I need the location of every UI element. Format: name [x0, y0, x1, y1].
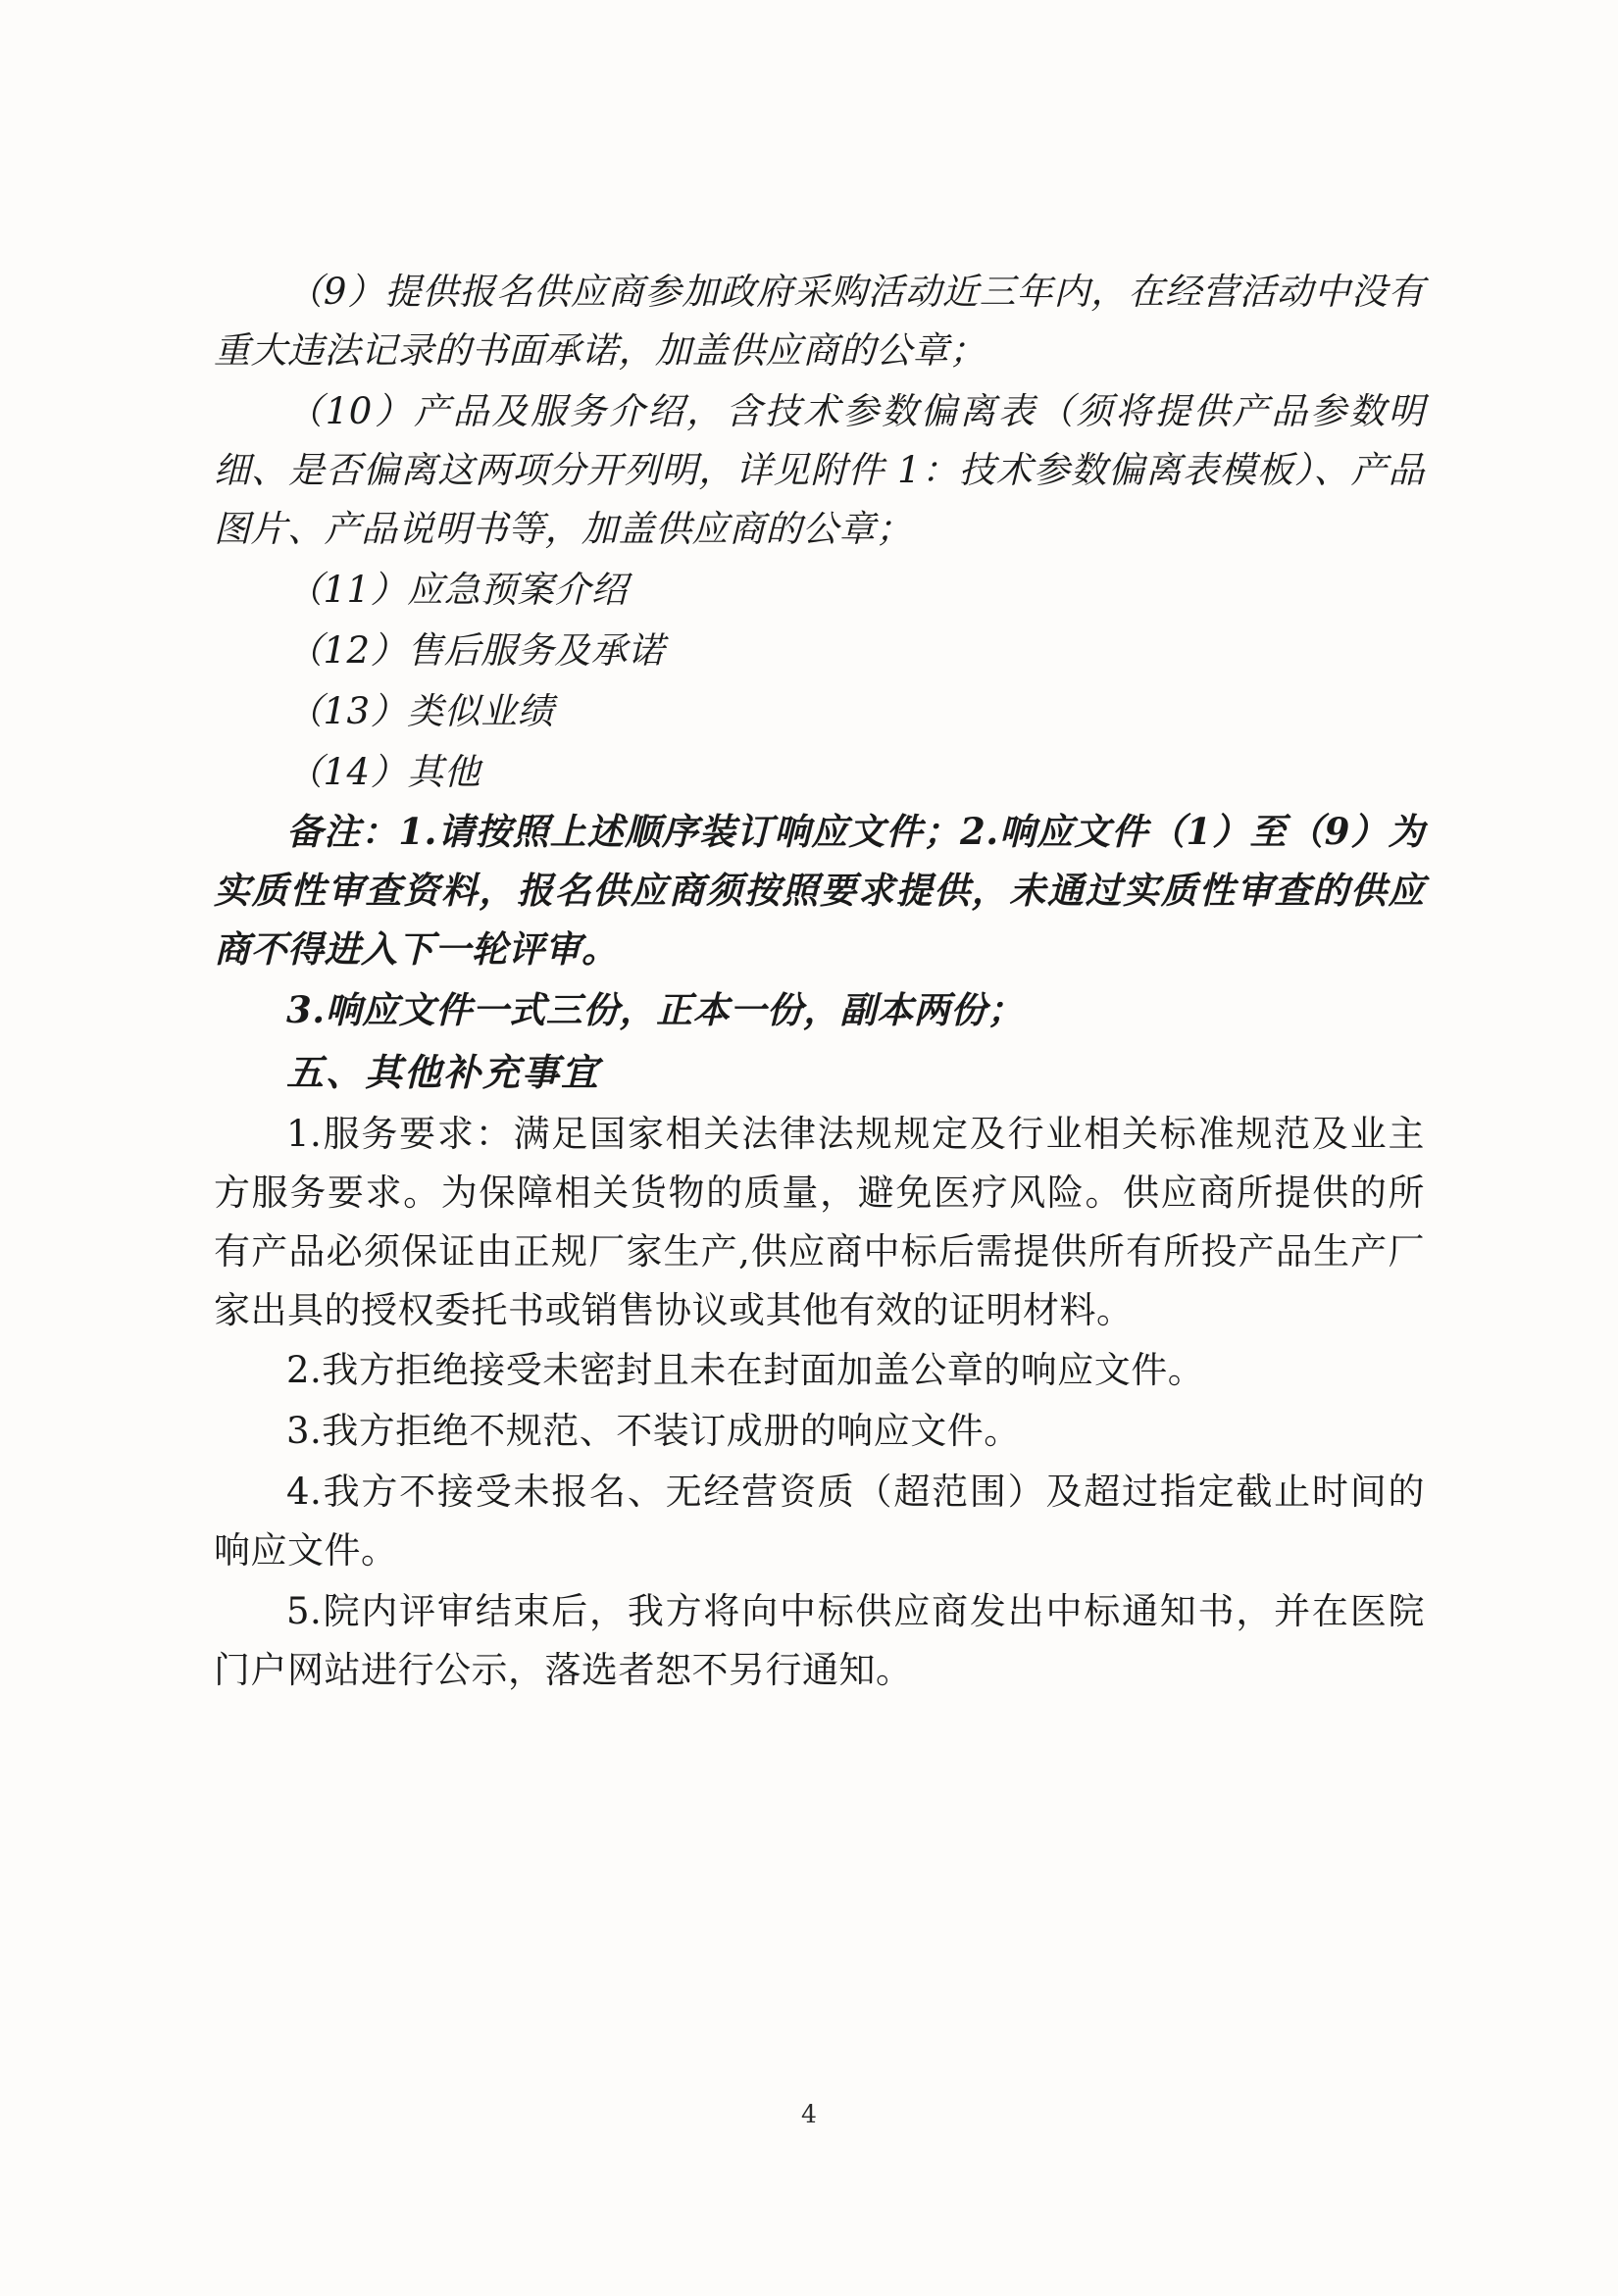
paragraph-item-14: （14）其他	[286, 750, 481, 793]
paragraph-item-11: （11）应急预案介绍	[286, 568, 629, 611]
paragraph-item-12: （12）售后服务及承诺	[286, 628, 665, 672]
heading-section-five: 五、其他补充事宜	[286, 1050, 601, 1095]
page-number: 4	[801, 2100, 817, 2128]
paragraph-service-requirement: 1.服务要求：满足国家相关法律法规规定及行业相关标准规范及业主方服务要求。为保障相关货物的质量，避免医疗风险。供应商所提供的所有产品必须保证由正规厂家生产,供应商中标后需提供所有所投产品生产厂家出具的授权委托书或销售协议或其他有效的证明材料。	[214, 1112, 1425, 1331]
paragraph-item-9: （9）提供报名供应商参加政府采购活动近三年内，在经营活动中没有重大违法记录的书面承诺，加盖供应商的公章；	[214, 271, 1425, 372]
paragraph-response-copies: 3.响应文件一式三份，正本一份，副本两份；	[286, 988, 1025, 1032]
paragraph-remark: 备注：1.请按照上述顺序装订响应文件；2.响应文件（1）至（9）为实质性审查资料，报名供应商须按照要求提供，未通过实质性审查的供应商不得进入下一轮评审。	[214, 810, 1425, 972]
page-body	[214, 263, 1425, 1702]
paragraph-item-13: （13）类似业绩	[286, 689, 555, 732]
paragraph-clause-3: 3.我方拒绝不规范、不装订成册的响应文件。	[286, 1410, 1021, 1453]
paragraph-clause-2: 2.我方拒绝接受未密封且未在封面加盖公章的响应文件。	[286, 1349, 1205, 1392]
paragraph-clause-4: 4.我方不接受未报名、无经营资质（超范围）及超过指定截止时间的响应文件。	[214, 1471, 1425, 1572]
paragraph-clause-5: 5.院内评审结束后，我方将向中标供应商发出中标通知书，并在医院门户网站进行公示，落选者恕不另行通知。	[214, 1590, 1425, 1692]
paragraph-item-10: （10）产品及服务介绍，含技术参数偏离表（须将提供产品参数明细、是否偏离这两项分开列明，详见附件 1：技术参数偏离表模板）、产品图片、产品说明书等，加盖供应商的公章；	[214, 389, 1425, 550]
